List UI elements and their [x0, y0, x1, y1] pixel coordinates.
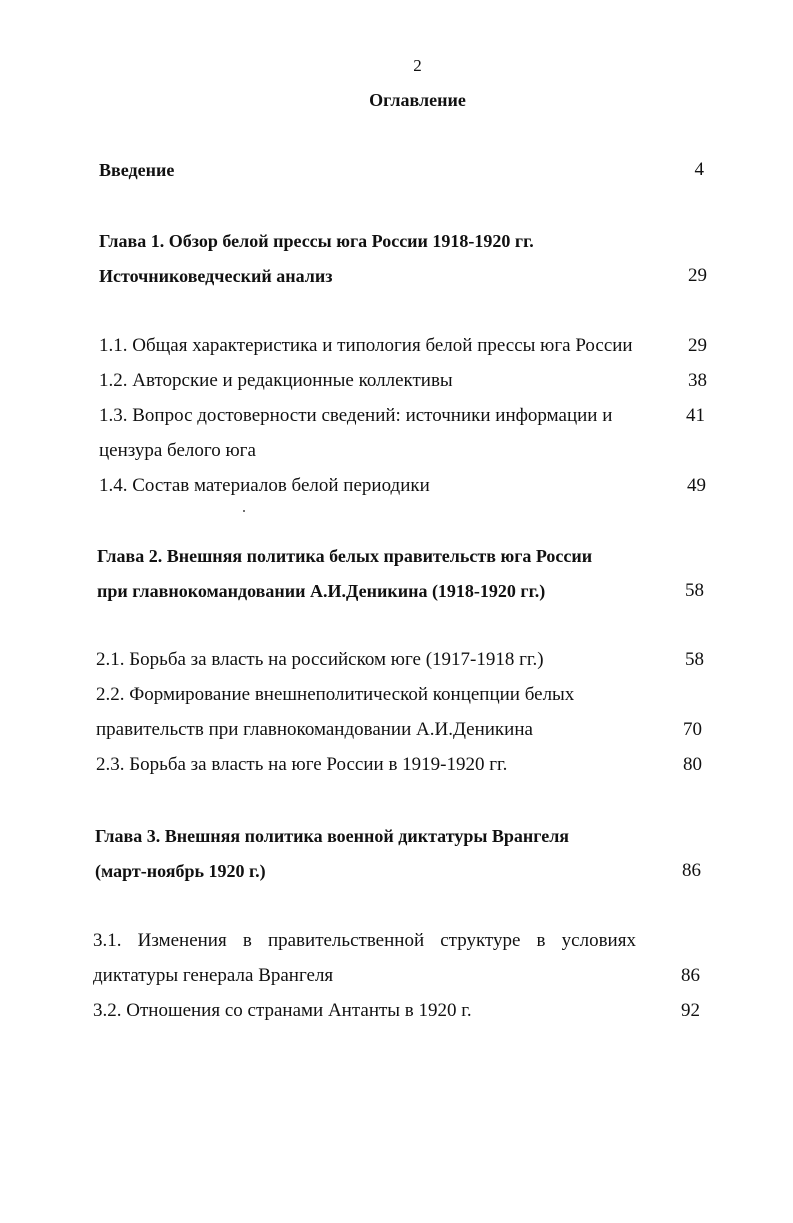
- toc-section-1-4-page: 49: [687, 475, 706, 496]
- toc-chapter2-title-line1: Глава 2. Внешняя политика белых правительств юга России: [97, 546, 593, 566]
- toc-chapter2-title-line2: при главнокомандовании А.И.Деникина (1918-1920 гг.): [97, 581, 546, 601]
- toc-section-2-2-title-line1: 2.2. Формирование внешнеполитической концепции белых: [96, 684, 575, 705]
- toc-section-1-2-title: 1.2. Авторские и редакционные коллективы: [99, 370, 453, 391]
- toc-section-1-3-page: 41: [686, 405, 705, 426]
- toc-section-2-3-page: 80: [683, 754, 702, 775]
- toc-chapter3-title-line2: (март-ноябрь 1920 г.): [95, 861, 266, 881]
- toc-section-1-3-title-line1: 1.3. Вопрос достоверности сведений: источники информации и: [99, 405, 613, 426]
- toc-title: Оглавление: [369, 90, 466, 110]
- toc-section-1-2-page: 38: [688, 370, 707, 391]
- toc-section-3-1-page: 86: [681, 965, 700, 986]
- toc-section-3-1-word: Изменения: [137, 930, 227, 951]
- toc-section-1-1-title: 1.1. Общая характеристика и типология белой прессы юга России: [99, 335, 633, 356]
- toc-section-2-2-page: 70: [683, 719, 702, 740]
- toc-intro-page: 4: [694, 159, 704, 180]
- toc-section-3-2-page: 92: [681, 1000, 700, 1021]
- toc-chapter1-title-line1: Глава 1. Обзор белой прессы юга России 1918-1920 гг.: [99, 231, 534, 251]
- toc-chapter1-title-line2: Источниковедческий анализ: [99, 266, 333, 286]
- toc-section-2-2-title-line2: правительств при главнокомандовании А.И.Деникина: [96, 719, 533, 740]
- toc-chapter2-page: 58: [685, 580, 704, 601]
- toc-chapter3-title-line1: Глава 3. Внешняя политика военной диктатуры Врангеля: [95, 826, 570, 846]
- toc-section-3-2-title: 3.2. Отношения со странами Антанты в 1920 г.: [93, 1000, 472, 1021]
- scan-speck: [243, 510, 245, 512]
- toc-section-3-1-word: условиях: [561, 930, 636, 951]
- toc-section-3-1-word: структуре: [440, 930, 521, 951]
- toc-section-1-4-title: 1.4. Состав материалов белой периодики: [99, 475, 430, 496]
- toc-intro-title: Введение: [99, 160, 175, 180]
- toc-section-2-1-page: 58: [685, 649, 704, 670]
- toc-section-1-3-title-line2: цензура белого юга: [99, 440, 256, 461]
- page-number: 2: [413, 56, 422, 75]
- toc-section-3-1-word: 3.1.: [93, 930, 122, 951]
- toc-chapter1-page: 29: [688, 265, 707, 286]
- toc-chapter3-page: 86: [682, 860, 701, 881]
- toc-section-2-1-title: 2.1. Борьба за власть на российском юге (1917-1918 гг.): [96, 649, 544, 670]
- toc-section-3-1-word: в: [536, 930, 546, 951]
- toc-section-3-1-word: правительственной: [267, 930, 425, 951]
- toc-section-3-1-word: в: [242, 930, 252, 951]
- toc-section-1-1-page: 29: [688, 335, 707, 356]
- toc-section-3-1-title-line1: [93, 929, 636, 953]
- toc-section-2-3-title: 2.3. Борьба за власть на юге России в 1919-1920 гг.: [96, 754, 508, 775]
- toc-section-3-1-title-line2: диктатуры генерала Врангеля: [93, 965, 334, 986]
